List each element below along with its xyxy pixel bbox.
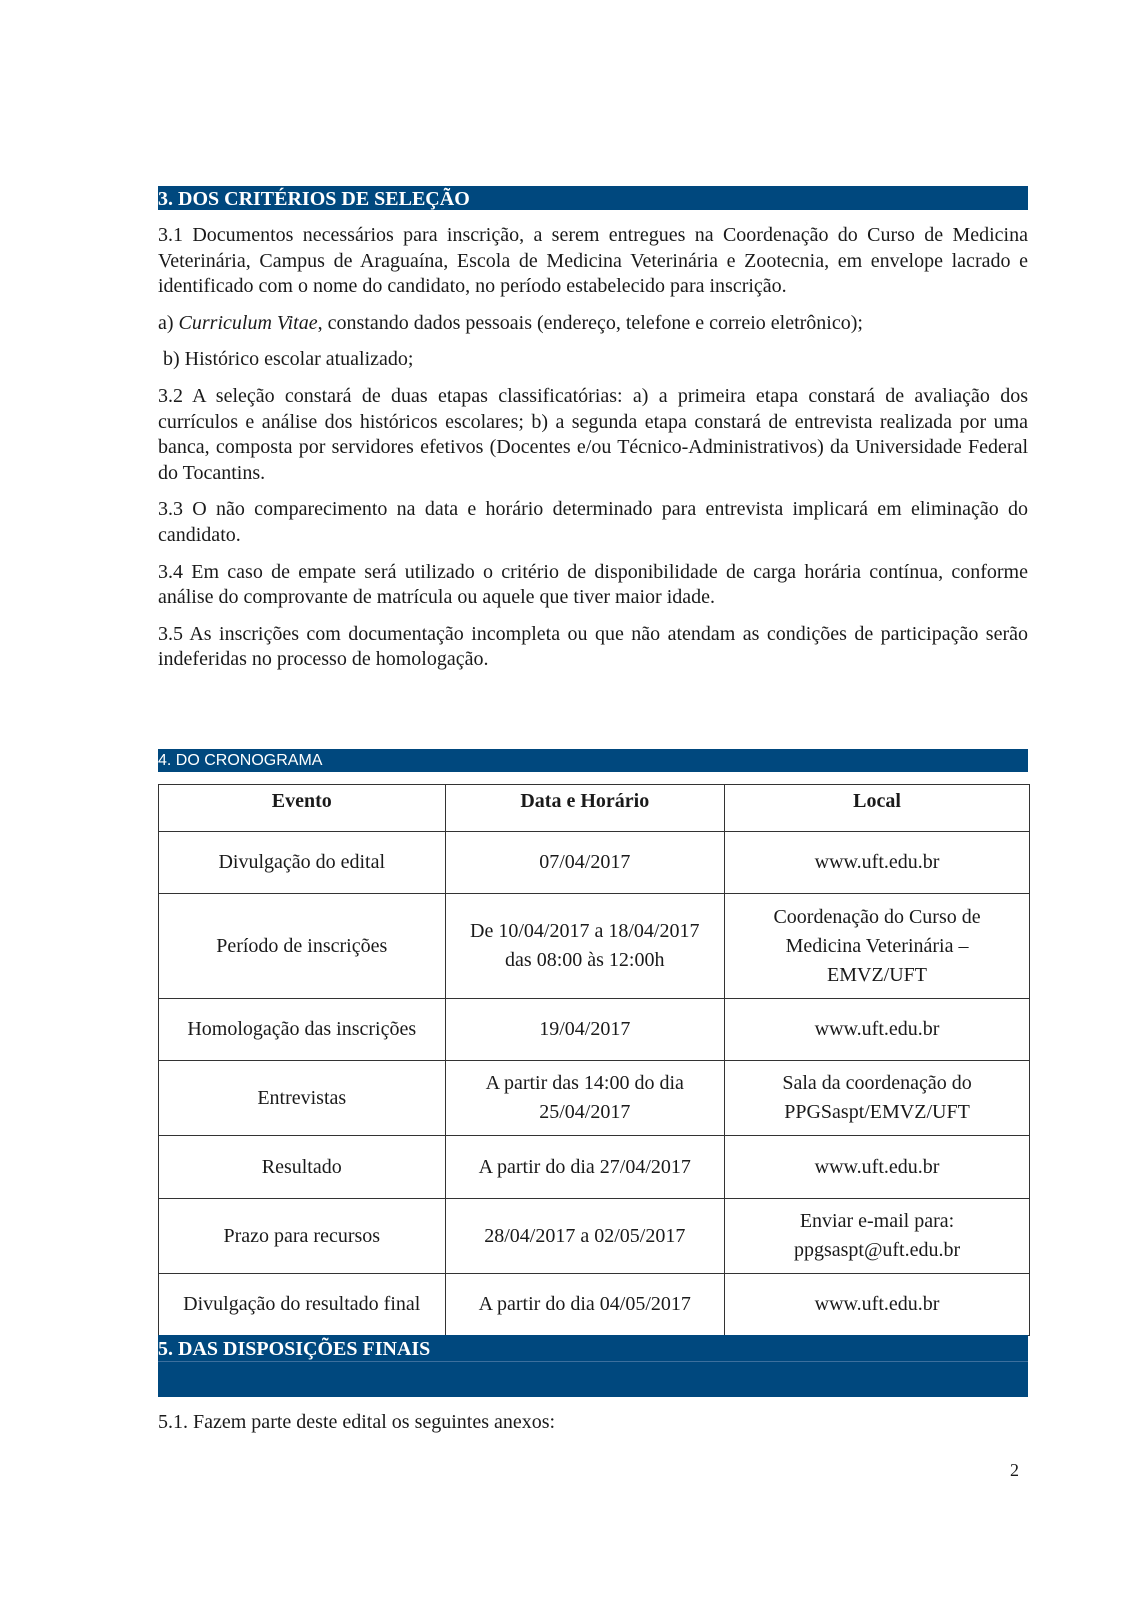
cell-event: Prazo para recursos [159, 1199, 446, 1274]
section-3-heading: 3. DOS CRITÉRIOS DE SELEÇÃO [158, 186, 1028, 210]
cell-date: A partir do dia 04/05/2017 [445, 1274, 725, 1336]
table-row [159, 1199, 1030, 1274]
cell-event: Divulgação do resultado final [159, 1274, 446, 1336]
section-3-body [158, 223, 1028, 673]
cell-event: Homologação das inscrições [159, 999, 446, 1061]
section-4-heading: 4. DO CRONOGRAMA [158, 749, 1028, 772]
section-5-title: 5. DAS DISPOSIÇÕES FINAIS [158, 1335, 1028, 1362]
cell-local: Sala da coordenação do PPGSaspt/EMVZ/UFT [725, 1061, 1030, 1136]
cell-date: A partir das 14:00 do dia 25/04/2017 [445, 1061, 725, 1136]
section-5-heading [158, 1335, 1028, 1397]
cell-event: Resultado [159, 1136, 446, 1199]
paragraph-3-5: 3.5 As inscrições com documentação incompleta ou que não atendam as condições de participação serão indeferidas no processo de homologação. [158, 622, 1028, 671]
table-row [159, 894, 1030, 999]
header-local: Local [725, 785, 1030, 832]
cell-date: De 10/04/2017 a 18/04/2017 das 08:00 às 12:00h [445, 894, 725, 999]
cell-local: www.uft.edu.br [725, 1274, 1030, 1336]
cell-local: Enviar e-mail para: ppgsaspt@uft.edu.br [725, 1199, 1030, 1274]
paragraph-5-1: 5.1. Fazem parte deste edital os seguintes anexos: [158, 1411, 556, 1433]
header-data: Data e Horário [445, 785, 725, 832]
schedule-table [158, 784, 1030, 1336]
table-row [159, 1061, 1030, 1136]
item-a [158, 311, 1028, 337]
cell-event: Período de inscrições [159, 894, 446, 999]
cell-date: A partir do dia 27/04/2017 [445, 1136, 725, 1199]
cell-local: Coordenação do Curso de Medicina Veterinária – EMVZ/UFT [725, 894, 1030, 999]
item-b: b) Histórico escolar atualizado; [158, 348, 414, 371]
item-a-rest: , constando dados pessoais (endereço, telefone e correio eletrônico); [317, 311, 863, 334]
cell-date: 19/04/2017 [445, 999, 725, 1061]
cell-date: 07/04/2017 [445, 832, 725, 894]
table-row [159, 1274, 1030, 1336]
cell-local: www.uft.edu.br [725, 1136, 1030, 1199]
cell-date: 28/04/2017 a 02/05/2017 [445, 1199, 725, 1274]
table-row [159, 1136, 1030, 1199]
table-header-row [159, 785, 1030, 832]
paragraph-3-3: 3.3 O não comparecimento na data e horário determinado para entrevista implicará em eliminação do candidato. [158, 498, 1028, 546]
table-row [159, 832, 1030, 894]
item-a-italic: Curriculum Vitae [178, 311, 318, 334]
paragraph-3-2: 3.2 A seleção constará de duas etapas classificatórias: a) a primeira etapa constará de avaliação dos currículos e análise dos históricos escolares; b) a segunda etapa constará de entrevista realizada por uma banca, composta por servidores efetivos (Docentes e/ou Técnico-Administrativos) da Universidade Federal do Tocantins. [158, 384, 1028, 484]
item-a-prefix: a) [158, 311, 179, 334]
paragraph-3-1: 3.1 Documentos necessários para inscrição, a serem entregues na Coordenação do Curso de Medicina Veterinária, Campus de Araguaína, Escola de Medicina Veterinária e Zootecnia, em envelope lacrado e identificado com o nome do candidato, no período estabelecido para inscrição. [158, 224, 1028, 298]
table-row [159, 999, 1030, 1061]
cell-local: www.uft.edu.br [725, 999, 1030, 1061]
cell-event: Entrevistas [159, 1061, 446, 1136]
paragraph-3-4: 3.4 Em caso de empate será utilizado o critério de disponibilidade de carga horária contínua, conforme análise do comprovante de matrícula ou aquele que tiver maior idade. [158, 560, 1028, 609]
cell-event: Divulgação do edital [159, 832, 446, 894]
page-number: 2 [1010, 1460, 1019, 1480]
header-evento: Evento [159, 785, 446, 832]
cell-local: www.uft.edu.br [725, 832, 1030, 894]
